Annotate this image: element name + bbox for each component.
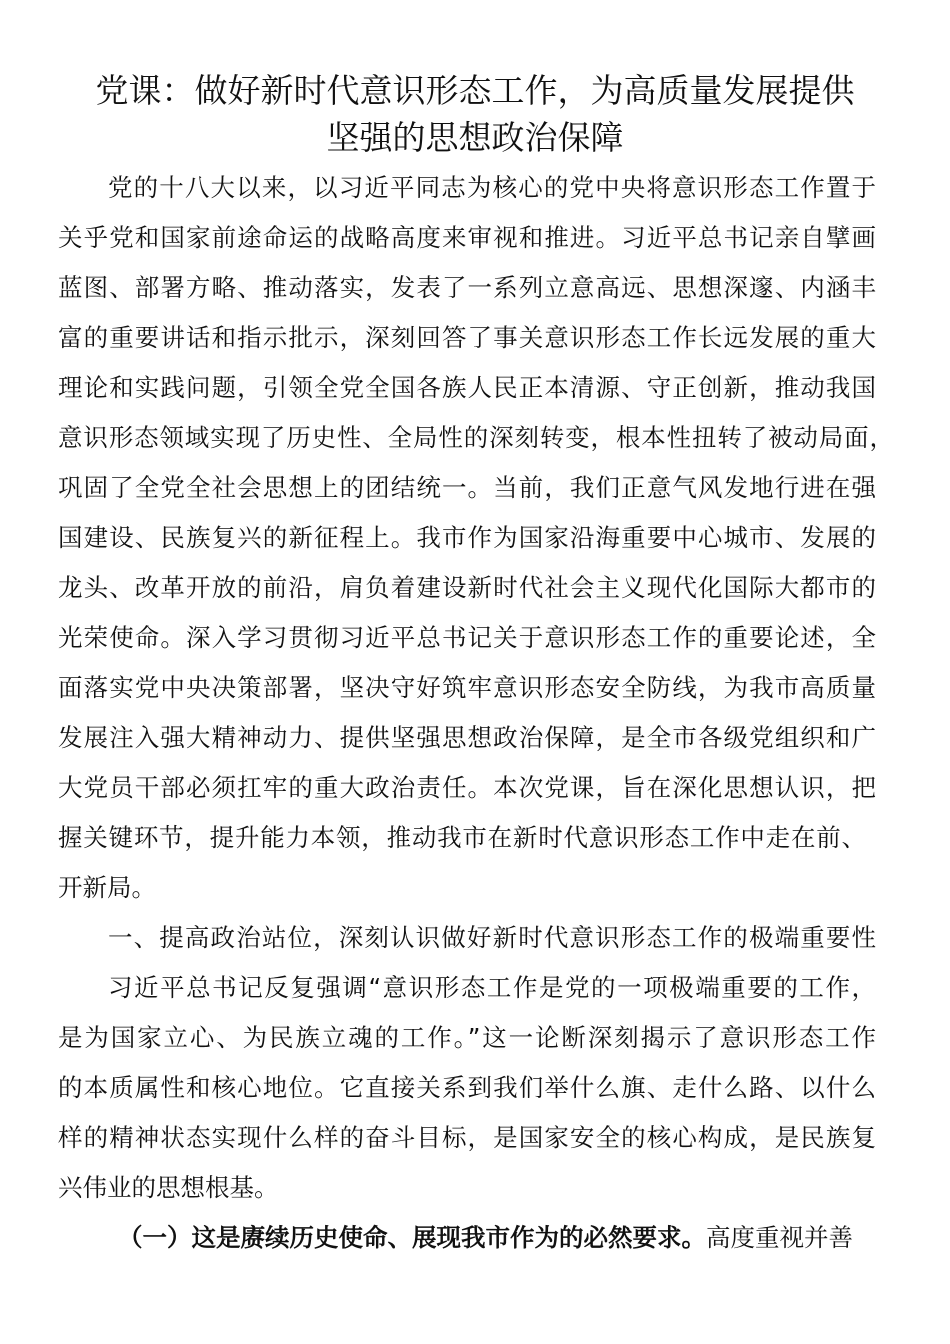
paragraph-line: 开新局。	[58, 873, 156, 902]
paragraph-line: 光荣使命。深入学习贯彻习近平总书记关于意识形态工作的重要论述，全	[58, 623, 876, 652]
document-title-line-2: 坚强的思想政治保障	[326, 118, 624, 157]
paragraph-line: 富的重要讲话和指示批示，深刻回答了事关意识形态工作长远发展的重大	[58, 323, 876, 352]
paragraph-line: 习近平总书记反复强调“意识形态工作是党的一项极端重要的工作，	[108, 973, 876, 1002]
paragraph-line: 是为国家立心、为民族立魂的工作。”这一论断深刻揭示了意识形态工作	[58, 1023, 876, 1052]
paragraph-line: 发展注入强大精神动力、提供坚强思想政治保障，是全市各级党组织和广	[58, 723, 876, 752]
paragraph-line: 关乎党和国家前途命运的战略高度来审视和推进。习近平总书记亲自擘画	[58, 223, 876, 252]
paragraph-line: 巩固了全党全社会思想上的团结统一。当前，我们正意气风发地行进在强	[58, 473, 876, 502]
subsection-bold-heading: （一）这是赓续历史使命、展现我市作为的必然要求。	[118, 1223, 706, 1252]
paragraph-line: 样的精神状态实现什么样的奋斗目标，是国家安全的核心构成，是民族复	[58, 1123, 876, 1152]
document-title-line-1: 党课：做好新时代意识形态工作，为高质量发展提供	[95, 71, 855, 110]
subsection-text: 高度重视并善	[706, 1223, 853, 1252]
paragraph-line: 龙头、改革开放的前沿，肩负着建设新时代社会主义现代化国际大都市的	[58, 573, 876, 602]
subsection-heading-line	[118, 1221, 876, 1255]
paragraph-line: 蓝图、部署方略、推动落实，发表了一系列立意高远、思想深邃、内涵丰	[58, 273, 876, 302]
paragraph-line: 握关键环节，提升能力本领，推动我市在新时代意识形态工作中走在前、	[58, 823, 866, 852]
paragraph-line: 党的十八大以来，以习近平同志为核心的党中央将意识形态工作置于	[108, 173, 876, 202]
paragraph-line: 理论和实践问题，引领全党全国各族人民正本清源、守正创新，推动我国	[58, 373, 876, 402]
paragraph-line: 国建设、民族复兴的新征程上。我市作为国家沿海重要中心城市、发展的	[58, 523, 876, 552]
paragraph-line: 面落实党中央决策部署，坚决守好筑牢意识形态安全防线，为我市高质量	[58, 673, 876, 702]
section-heading: 一、提高政治站位，深刻认识做好新时代意识形态工作的极端重要性	[108, 923, 876, 952]
paragraph-line: 意识形态领域实现了历史性、全局性的深刻转变，根本性扭转了被动局面，	[58, 423, 894, 452]
paragraph-line: 的本质属性和核心地位。它直接关系到我们举什么旗、走什么路、以什么	[58, 1073, 876, 1102]
paragraph-line: 大党员干部必须扛牢的重大政治责任。本次党课，旨在深化思想认识，把	[58, 773, 876, 802]
paragraph-line: 兴伟业的思想根基。	[58, 1173, 279, 1202]
